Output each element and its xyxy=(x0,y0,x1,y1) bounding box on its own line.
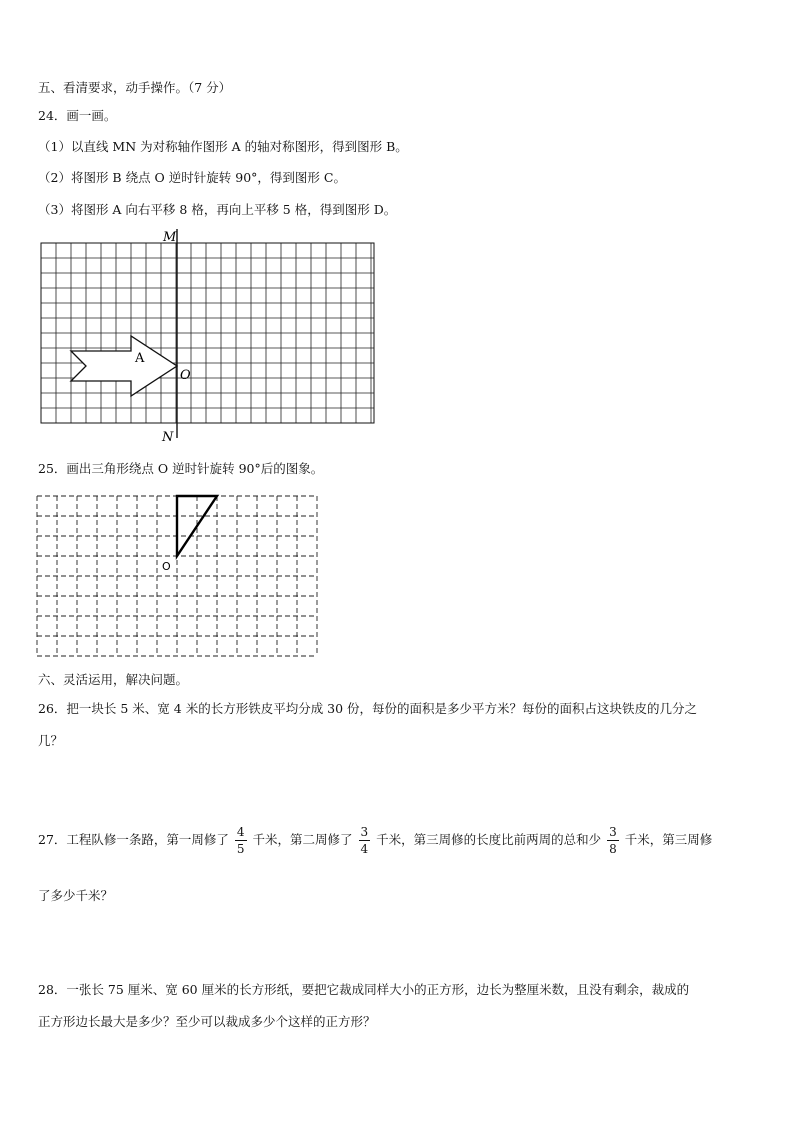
label-a: A xyxy=(135,351,145,366)
fraction-numerator: 4 xyxy=(236,825,245,839)
fraction-numerator: 3 xyxy=(360,825,369,839)
section-6-title: 六、灵活运用，解决问题。 xyxy=(38,672,189,687)
question-24-title: 24．画一画。 xyxy=(38,108,117,123)
q27-fraction-3 xyxy=(607,826,619,855)
q27-text-2: 千米，第二周修了 xyxy=(252,832,353,847)
fraction-numerator: 3 xyxy=(609,825,617,839)
q27-text-4: 千米，第三周修 xyxy=(624,832,713,847)
question-28-line-1: 28．一张长 75 厘米、宽 60 厘米的长方形纸，要把它裁成同样大小的正方形，边长为整厘米数，且没有剩余，裁成的 xyxy=(38,982,690,997)
section-5-title: 五、看清要求，动手操作。（7 分） xyxy=(38,80,232,95)
question-27-line-1 xyxy=(38,826,712,855)
question-26-line-1: 26．把一块长 5 米、宽 4 米的长方形铁皮平均分成 30 份，每份的面积是多少平方米？每份的面积占这块铁皮的几分之 xyxy=(38,701,698,716)
question-28-line-2: 正方形边长最大是多少？至少可以裁成多少个这样的正方形？ xyxy=(38,1014,376,1029)
q27-fraction-1 xyxy=(235,826,247,855)
label-o: O xyxy=(180,368,191,383)
fraction-denominator: 8 xyxy=(609,842,617,856)
label-o-q25: O xyxy=(162,560,171,573)
question-24-item-3: （3）将图形 A 向右平移 8 格，再向上平移 5 格，得到图形 D。 xyxy=(38,202,397,217)
question-24-item-1: （1）以直线 MN 为对称轴作图形 A 的轴对称图形，得到图形 B。 xyxy=(38,139,408,154)
label-m: M xyxy=(163,230,177,245)
question-26-line-2: 几？ xyxy=(38,733,64,748)
q27-text-1: 27．工程队修一条路，第一周修了 xyxy=(38,832,229,847)
label-n: N xyxy=(162,430,174,445)
q27-fraction-2 xyxy=(359,826,371,855)
question-27-line-2: 了多少千米？ xyxy=(38,888,114,903)
question-25-title: 25．画出三角形绕点 O 逆时针旋转 90°后的图象。 xyxy=(38,461,324,476)
fraction-denominator: 4 xyxy=(360,842,369,856)
fraction-denominator: 5 xyxy=(236,842,245,856)
q27-text-3: 千米，第三周修的长度比前两周的总和少 xyxy=(376,832,602,847)
question-24-item-2: （2）将图形 B 绕点 O 逆时针旋转 90°，得到图形 C。 xyxy=(38,170,346,185)
